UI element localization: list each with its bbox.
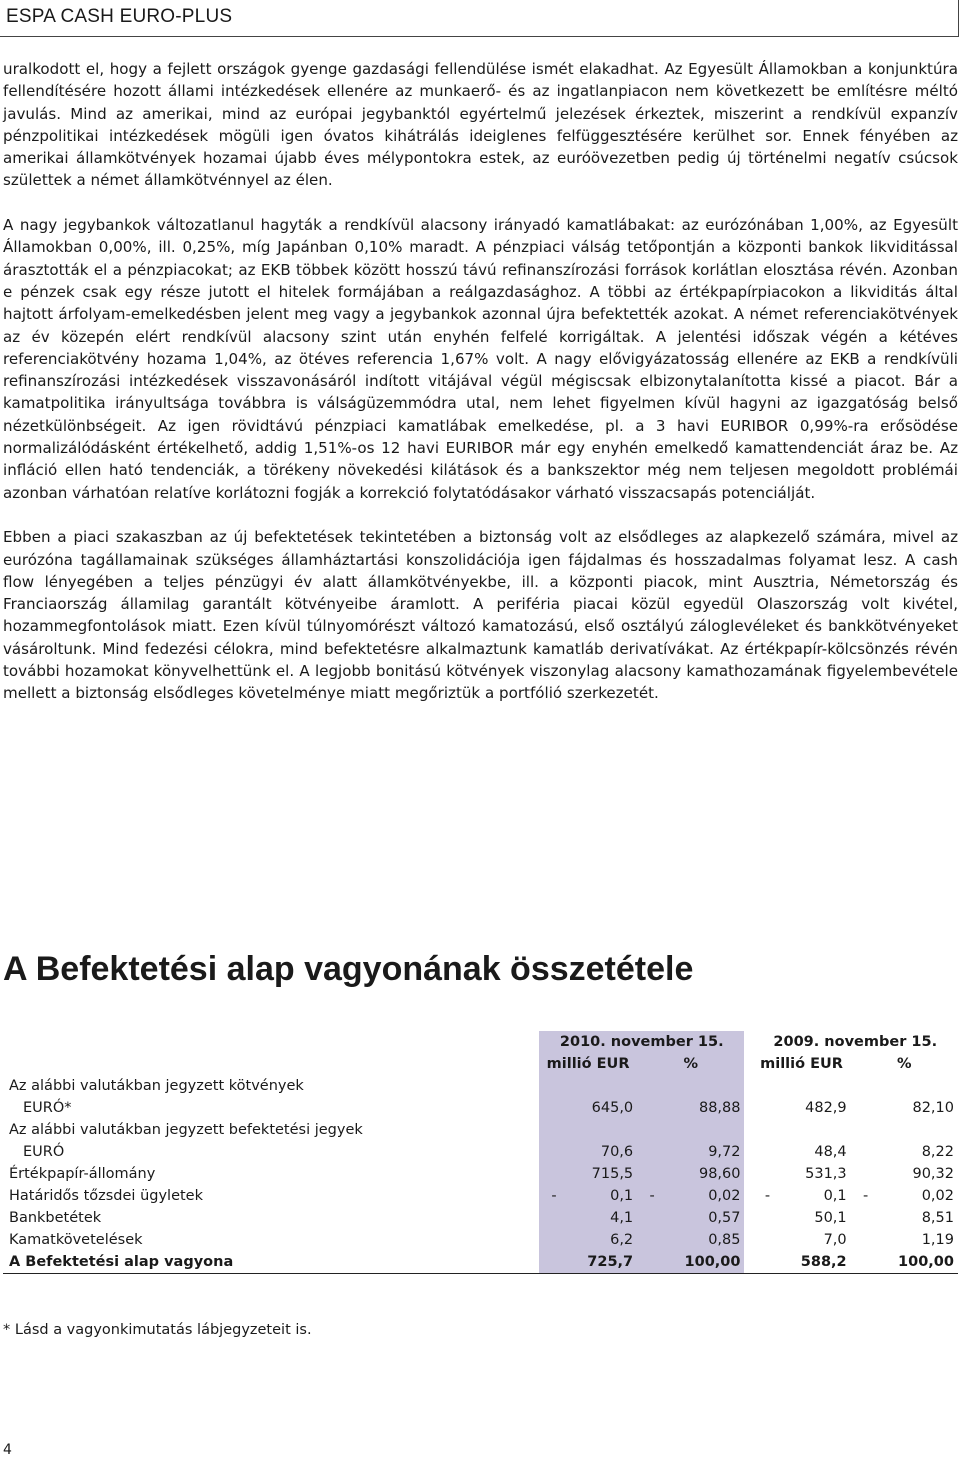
dash-amount-2009 bbox=[752, 1229, 782, 1251]
asset-composition-table bbox=[3, 1031, 958, 1274]
dash-amount-2010 bbox=[539, 1141, 569, 1163]
table-row bbox=[3, 1229, 958, 1251]
page-number: 4 bbox=[3, 1442, 12, 1458]
dash-amount-2010 bbox=[539, 1229, 569, 1251]
pct-2009: 0,02 bbox=[921, 1188, 954, 1204]
dash-pct-2010 bbox=[637, 1229, 667, 1251]
row-label: Kamatkövetelések bbox=[9, 1232, 143, 1248]
row-label: EURÓ bbox=[23, 1144, 65, 1160]
dash-amount-2009 bbox=[752, 1097, 782, 1119]
amount-2010: 0,1 bbox=[569, 1185, 637, 1207]
amount-2009: 0,1 bbox=[823, 1188, 847, 1204]
dash-amount-2010 bbox=[539, 1075, 569, 1097]
amount-2009: 7,0 bbox=[823, 1232, 847, 1248]
pct-2010 bbox=[667, 1119, 744, 1141]
paragraph: Ebben a piaci szakaszban az új befektetések tekintetében a biztonság volt az elsődleges az alapkezelő számára, mivel az eurózóna tagállamainak szükséges államháztartási konszolidációja igen fájdalmas és hosszadalmas folyamat lesz. A cash flow lényegében a teljes pénzügyi év alatt államkötvényekbe, ill. a központi piacok, mint Ausztria, Németország és Franciaország államilag garantált kötvényeibe áramlott. A periféria piacai közül egyedül Olaszország volt kivétel, hozammegfontolások miatt. Ezen kívül túlnyomórészt változó kamatozású, első osztályú záloglevéleket és bankkötvényeket vásároltunk. Mind fedezési célokra, mind befektetésre alkalmaztunk kamatláb derivatívákat. Az értékpapír-kölcsönzés révén további hozamokat könyvelhettünk el. A legjobb bonitású kötvények viszonylag alacsony kamathozamának figyelembevétele mellett a biztonság elsődleges követelménye miatt megőriztük a portfólió szerkezetét. bbox=[3, 528, 958, 703]
row-label: Az alábbi valutákban jegyzett befektetési jegyek bbox=[9, 1122, 363, 1138]
row-label: EURÓ* bbox=[23, 1100, 72, 1116]
amount-2010 bbox=[569, 1119, 637, 1141]
table-total-row bbox=[3, 1251, 958, 1274]
dash-pct-2010 bbox=[637, 1207, 667, 1229]
pct-2009: 1,19 bbox=[921, 1232, 954, 1248]
dash-pct-2010 bbox=[637, 1163, 667, 1185]
pct-2010: 0,85 bbox=[667, 1229, 744, 1251]
dash-pct-2009 bbox=[851, 1097, 881, 1119]
dash-pct-2009 bbox=[851, 1163, 881, 1185]
dash-pct-2010 bbox=[637, 1141, 667, 1163]
col-header-2009: 2009. november 15. bbox=[773, 1034, 938, 1050]
dash-pct-2010: - bbox=[637, 1185, 667, 1207]
page-header bbox=[0, 0, 959, 37]
pct-2009: 8,22 bbox=[921, 1144, 954, 1160]
dash-amount-2009 bbox=[752, 1163, 782, 1185]
dash-pct-2010 bbox=[637, 1097, 667, 1119]
pct-2010: 98,60 bbox=[667, 1163, 744, 1185]
table-header-row bbox=[3, 1031, 958, 1053]
pct-2010: 0,57 bbox=[667, 1207, 744, 1229]
total-pct-2010: 100,00 bbox=[667, 1251, 744, 1274]
pct-2010 bbox=[667, 1075, 744, 1097]
dash-pct-2009 bbox=[851, 1075, 881, 1097]
row-label: Bankbetétek bbox=[9, 1210, 102, 1226]
dash-pct-2009 bbox=[851, 1141, 881, 1163]
amount-2010: 6,2 bbox=[569, 1229, 637, 1251]
dash-amount-2009 bbox=[752, 1119, 782, 1141]
unit-pct-2010: % bbox=[637, 1053, 744, 1075]
dash-amount-2009 bbox=[752, 1075, 782, 1097]
dash-pct-2009: - bbox=[863, 1188, 869, 1204]
row-label: Értékpapír-állomány bbox=[9, 1166, 156, 1182]
table-row bbox=[3, 1163, 958, 1185]
unit-amount-2009: millió EUR bbox=[760, 1056, 843, 1072]
amount-2009 bbox=[782, 1075, 850, 1097]
total-label: A Befektetési alap vagyona bbox=[3, 1251, 539, 1274]
row-label: Az alábbi valutákban jegyzett kötvények bbox=[9, 1078, 304, 1094]
table-row bbox=[3, 1075, 958, 1097]
total-pct-2009: 100,00 bbox=[881, 1251, 958, 1274]
amount-2009: 482,9 bbox=[805, 1100, 847, 1116]
unit-amount-2010: millió EUR bbox=[539, 1053, 637, 1075]
dash-pct-2010 bbox=[637, 1119, 667, 1141]
pct-2009 bbox=[881, 1075, 958, 1097]
dash-amount-2010: - bbox=[539, 1185, 569, 1207]
dash-pct-2009 bbox=[851, 1229, 881, 1251]
row-label: Határidős tőzsdei ügyletek bbox=[9, 1188, 204, 1204]
table-row bbox=[3, 1097, 958, 1119]
pct-2010: 0,02 bbox=[667, 1185, 744, 1207]
footnote: * Lásd a vagyonkimutatás lábjegyzeteit is. bbox=[3, 1322, 312, 1338]
amount-2010: 715,5 bbox=[569, 1163, 637, 1185]
dash-amount-2010 bbox=[539, 1119, 569, 1141]
document-title: ESPA CASH EURO-PLUS bbox=[6, 6, 233, 27]
table-row bbox=[3, 1141, 958, 1163]
dash-amount-2010 bbox=[539, 1163, 569, 1185]
paragraph: uralkodott el, hogy a fejlett országok gyenge gazdasági fellendülése ismét elakadhat. Az Egyesült Államokban a konjunktúra fellendítésére hozott állami intézkedések ellenére az munkaerő- és az ingatlanpiacon nem következett be említésre méltó javulás. Mind az amerikai, mind az európai jegybanktól egyértelmű jelezések érkeztek, miszerint a rendkívül expanzív pénzpolitikai intézkedések mögüli igen óvatos kihátrálás ideiglenes felfüggesztésére kerülhet sor. Ennek fényében az amerikai államkötvények hozamai újabb éves mélypontokra estek, az euróövezetben pedig új történelmi negatív csúcsok születtek a német államkötvénnyel az élen. bbox=[3, 60, 958, 190]
col-header-2010: 2010. november 15. bbox=[539, 1031, 744, 1053]
dash-pct-2010 bbox=[637, 1075, 667, 1097]
pct-2010: 9,72 bbox=[667, 1141, 744, 1163]
dash-amount-2010 bbox=[539, 1207, 569, 1229]
unit-pct-2009: % bbox=[897, 1056, 912, 1072]
amount-2010: 70,6 bbox=[569, 1141, 637, 1163]
total-amount-2009: 588,2 bbox=[782, 1251, 850, 1274]
amount-2010 bbox=[569, 1075, 637, 1097]
amount-2009: 50,1 bbox=[814, 1210, 847, 1226]
total-amount-2010: 725,7 bbox=[569, 1251, 637, 1274]
table-row bbox=[3, 1207, 958, 1229]
table-body bbox=[3, 1075, 958, 1251]
dash-amount-2010 bbox=[539, 1097, 569, 1119]
section-title: A Befektetési alap vagyonának összetétele bbox=[3, 950, 694, 988]
pct-2010: 88,88 bbox=[667, 1097, 744, 1119]
table-unit-row bbox=[3, 1053, 958, 1075]
amount-2009 bbox=[782, 1119, 850, 1141]
amount-2009: 48,4 bbox=[814, 1144, 847, 1160]
paragraph: A nagy jegybankok változatlanul hagyták a rendkívül alacsony irányadó kamatlábakat: az eurózónában 1,00%, az Egyesült Államokban 0,00%, ill. 0,25%, míg Japánban 0,10% maradt. A pénzpiaci válság tetőpontján a központi bankok likviditással árasztották el a pénzpiacokat; az EKB többek között hosszú távú refinanszírozási források korlátlan elosztása révén. Azonban e pénzek csak egy része jutott el hitelek formájában a reálgazdasághoz. A többi az értékpapírpiacokon a likviditás által hajtott árfolyam-emelkedésben jelent meg vagy a jegybankok azonnal újra befektették azokat. A német referenciakötvények az év közepén elért rendkívül alacsony szint után enyhén felfelé korrigáltak. A jelentési időszak végén a kétéves referenciakötvény hozama 1,04%, az ötéves referencia 1,67% volt. A nagy elővigyázatosság ellenére az EKB a rendkívüli refinanszírozási intézkedések visszavonásáról indított vitájával végül mégiscsak elbizonytalanította kissé a piacot. Bár a kamatpolitika irányultsága továbbra is válságüzemmódra utal, nem lehet figyelmen kívül hagyni az igazgatóság belső nézetkülönbségeit. Az igen rövidtávú pénzpiaci kamatlábak emelkedése, pl. a 3 havi EURIBOR 0,99%-ra erősödése normalizálódásként értékelhető, addig 1,51%-os 12 havi EURIBOR már egy enyhén emelkedő kamattendenciát áraz be. Az infláció ellen ható tendenciák, a törékeny növekedési kilátások és a bankszektor még nem teljesen megoldott problémái azonban várhatóan relatíve korlátozni fogják a korrekció folytatódásakor várható visszacsapás potenciálját. bbox=[3, 216, 958, 502]
pct-2009: 82,10 bbox=[912, 1100, 954, 1116]
table-row bbox=[3, 1185, 958, 1207]
amount-2010: 645,0 bbox=[569, 1097, 637, 1119]
body-text bbox=[3, 58, 958, 727]
table-row bbox=[3, 1119, 958, 1141]
pct-2009: 8,51 bbox=[921, 1210, 954, 1226]
dash-amount-2009 bbox=[752, 1207, 782, 1229]
amount-2009: 531,3 bbox=[805, 1166, 847, 1182]
pct-2009: 90,32 bbox=[912, 1166, 954, 1182]
dash-amount-2009 bbox=[752, 1141, 782, 1163]
dash-amount-2009: - bbox=[764, 1188, 771, 1204]
dash-pct-2009 bbox=[851, 1207, 881, 1229]
pct-2009 bbox=[881, 1119, 958, 1141]
amount-2010: 4,1 bbox=[569, 1207, 637, 1229]
dash-pct-2009 bbox=[851, 1119, 881, 1141]
